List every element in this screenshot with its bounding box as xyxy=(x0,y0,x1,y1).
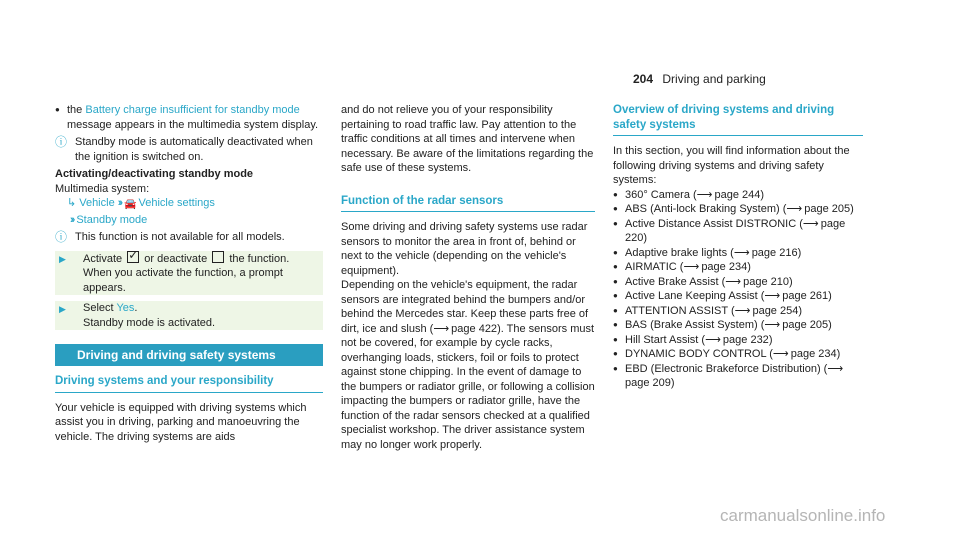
page-header-title: Driving and parking xyxy=(662,72,766,86)
page-reference[interactable]: page 234 xyxy=(790,348,837,360)
info-icon: ⓘ xyxy=(55,135,68,149)
list-item: ● Hill Start Assist (⟶ page 232) xyxy=(613,333,863,348)
cross-reference-arrow-icon: ⟶ xyxy=(725,275,741,288)
list-item: ● DYNAMIC BODY CONTROL (⟶ page 234) xyxy=(613,347,863,362)
page-reference[interactable]: page 205 xyxy=(782,319,829,331)
path-standby-mode[interactable]: Standby mode xyxy=(76,213,148,226)
page-reference[interactable]: page 205 xyxy=(804,203,851,215)
paragraph: Some driving and driving safety systems use radar sensors to monitor the area in front of, behind or next to the vehicle (depending on the vehicle's equipment). xyxy=(341,221,588,277)
watermark: carmanualsonline.info xyxy=(720,506,886,525)
play-icon: ▶ xyxy=(59,304,66,314)
cross-reference-arrow-icon: ⟶ xyxy=(802,217,818,230)
checkbox-checked-icon xyxy=(127,251,139,263)
page-reference[interactable]: page 254 xyxy=(752,304,799,317)
instruction-step: ▶ Activate ✓ or deactivate the function. When you activate the function, a prompt appears. xyxy=(55,251,323,296)
page-header xyxy=(633,72,766,86)
double-chevron-icon: ›› xyxy=(117,197,122,209)
cross-reference-arrow-icon: ⟶ xyxy=(786,203,802,215)
car-icon: 🚘 xyxy=(124,199,137,210)
list-item: ● Active Distance Assist DISTRONIC (⟶ page 220) xyxy=(613,217,863,246)
yes-option[interactable]: Yes xyxy=(116,302,135,314)
page-reference[interactable]: page 220 xyxy=(625,217,846,244)
paragraph: In this section, you will find information about the following driving systems and driving safety systems: xyxy=(613,145,850,186)
menu-path xyxy=(55,196,323,213)
list-item: ● the Battery charge insufficient for standby mode message appears in the multimedia system display. xyxy=(55,103,323,132)
chapter-banner: Driving and driving safety systems xyxy=(55,344,323,366)
paragraph: Your vehicle is equipped with driving systems which assist you in driving, parking and manoeuvring the vehicle. The driving systems are aids xyxy=(55,401,307,443)
page-reference[interactable]: page 244 xyxy=(714,188,761,201)
info-note: ⓘ Standby mode is automatically deactivated when the ignition is switched on. xyxy=(55,135,313,163)
list-item: ● Active Lane Keeping Assist (⟶ page 261) xyxy=(613,289,863,304)
info-icon: ⓘ xyxy=(55,230,68,244)
list-item: ● 360° Camera (⟶ page 244) xyxy=(613,188,863,203)
cross-reference-arrow-icon: ⟶ xyxy=(683,261,699,273)
cross-reference-arrow-icon: ⟶ xyxy=(764,290,780,302)
cross-reference-arrow-icon: ⟶ xyxy=(734,304,750,317)
page-reference[interactable]: page 210 xyxy=(743,275,789,288)
cross-reference-arrow-icon: ⟶ xyxy=(705,333,720,346)
section-heading: Overview of driving systems and driving safety systems xyxy=(613,103,863,136)
column-2 xyxy=(341,103,595,452)
page-reference[interactable]: page 232 xyxy=(722,333,769,346)
list-item: ● EBD (Electronic Brakeforce Distribution) (⟶ page 209) xyxy=(613,362,863,391)
multimedia-label: Multimedia system: xyxy=(55,182,150,195)
list-item: ● Active Brake Assist (⟶ page 210) xyxy=(613,275,863,290)
page-number: 204 xyxy=(633,72,654,86)
section-subheading: Activating/deactivating standby mode xyxy=(55,168,254,180)
systems-list xyxy=(613,188,863,391)
page-reference[interactable]: page 261 xyxy=(782,290,829,302)
cross-reference-arrow-icon: ⟶ xyxy=(433,322,449,335)
paragraph: Depending on the vehicle's equipment, the radar sensors are integrated behind the bumpers and/or behind the Mercedes star. Keep these parts free of dirt, ice and slush (⟶ page 422). The sensors must not be covered, for example by cycle racks, overhanging loads, stickers, foil or foils to protect against stone chipping. In the event of damage to the bumpers or radiator grille, or following a collision impacting the bumpers or radiator grille, have the function of the radar sensors checked at a qualified specialist workshop. The driver assistance system may no longer work properly. xyxy=(341,279,595,451)
page-reference[interactable]: page 234 xyxy=(701,261,748,273)
list-item: ● Adaptive brake lights (⟶ page 216) xyxy=(613,246,863,261)
list-item: ● AIRMATIC (⟶ page 234) xyxy=(613,260,863,275)
message-link[interactable]: Battery charge insufficient for standby mode xyxy=(85,104,300,116)
menu-path xyxy=(55,213,323,228)
list-item: ● ABS (Anti-lock Braking System) (⟶ page 205) xyxy=(613,202,863,217)
checkbox-empty-icon xyxy=(212,251,224,263)
double-chevron-icon: ›› xyxy=(70,213,74,226)
cross-reference-arrow-icon: ⟶ xyxy=(772,348,788,360)
page-reference[interactable]: page 216 xyxy=(751,246,798,259)
return-arrow-icon: ↳ xyxy=(67,197,77,209)
cross-reference-arrow-icon: ⟶ xyxy=(696,188,712,201)
cross-reference-arrow-icon: ⟶ xyxy=(764,319,780,331)
section-heading: Driving systems and your responsibility xyxy=(55,374,323,393)
list-item: ● ATTENTION ASSIST (⟶ page 254) xyxy=(613,304,863,319)
paragraph: and do not relieve you of your responsibility pertaining to road traffic law. Pay attention to the traffic conditions at all times and intervene when necessary. Be aware of the limitations regarding the safe use of these systems. xyxy=(341,104,594,174)
page-reference[interactable]: page 422 xyxy=(451,322,498,335)
cross-reference-arrow-icon: ⟶ xyxy=(827,362,843,375)
play-icon: ▶ xyxy=(59,253,66,264)
info-note: ⓘ This function is not available for all models. xyxy=(55,230,285,244)
path-vehicle-settings[interactable]: Vehicle settings xyxy=(138,197,215,209)
path-vehicle[interactable]: Vehicle xyxy=(79,197,115,209)
page-reference[interactable]: page 209 xyxy=(625,377,671,389)
list-item: ● BAS (Brake Assist System) (⟶ page 205) xyxy=(613,318,863,333)
instruction-step: ▶ Select Yes. Standby mode is activated. xyxy=(55,301,323,330)
section-heading: Function of the radar sensors xyxy=(341,194,595,213)
column-3 xyxy=(613,103,863,391)
cross-reference-arrow-icon: ⟶ xyxy=(733,246,749,259)
column-1 xyxy=(55,103,323,444)
